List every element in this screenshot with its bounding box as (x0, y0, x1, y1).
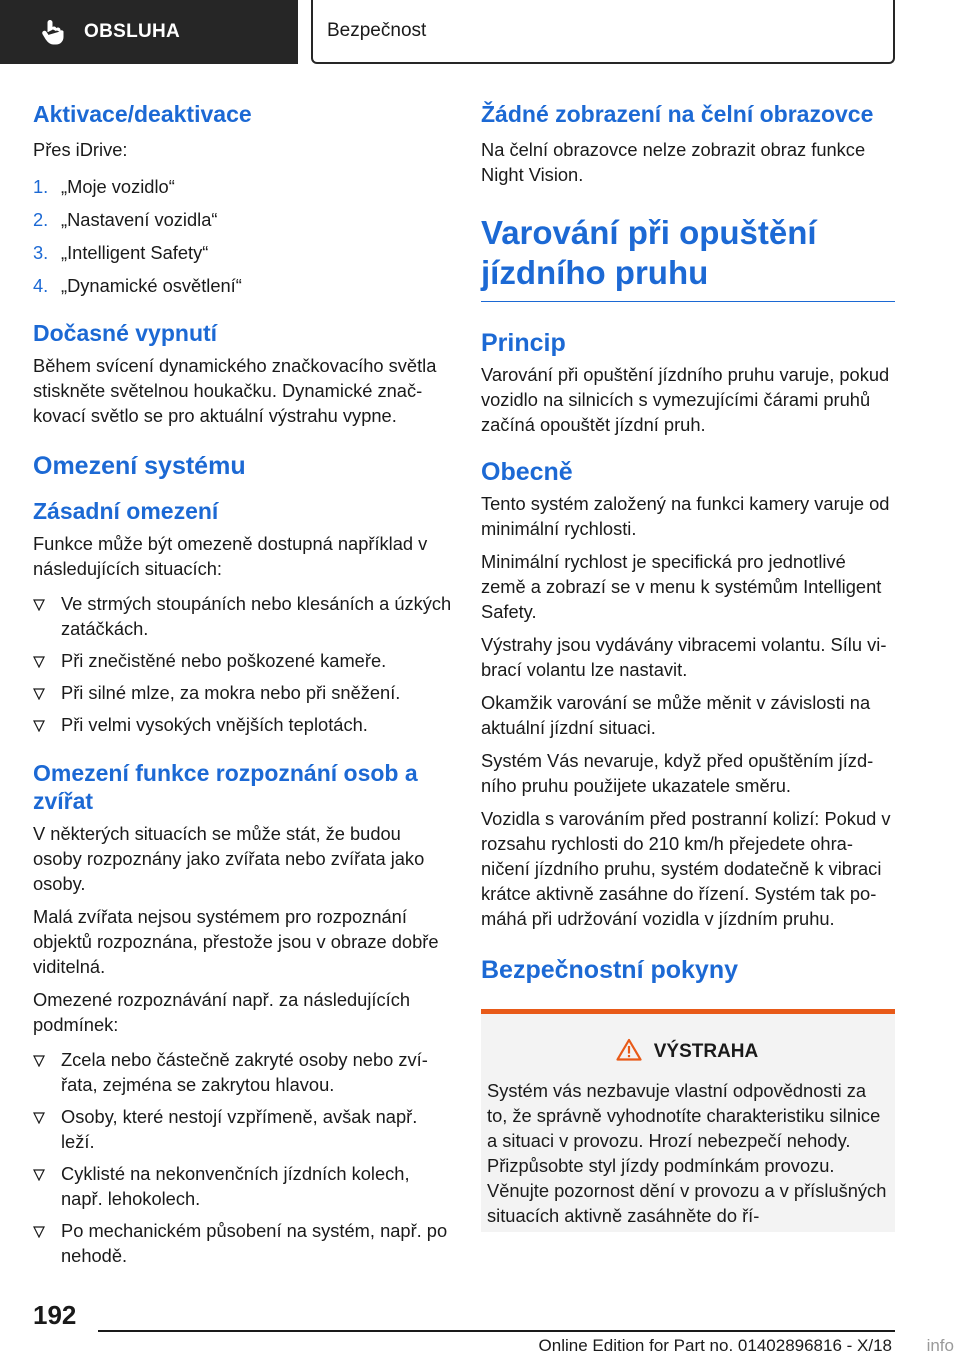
general-p1: Tento systém založený na funkci kamery varuje od minimální rychlosti. (481, 493, 890, 539)
right-column (481, 100, 895, 1232)
section-label: OBSLUHA (84, 21, 181, 42)
list-item: Při velmi vysokých vnějších teplotách. (33, 712, 453, 737)
warning-box (481, 1009, 895, 1232)
page-footer (0, 1290, 960, 1362)
no-display-text: Na čelní obrazovce nelze zobrazit obraz funkce Night Vision. (481, 139, 866, 185)
list-item: Při silné mlze, za mokra nebo při sněžení. (33, 680, 453, 705)
heading-basic-limits: Zásadní omezení (33, 498, 219, 524)
basic-limits-text: Funkce může být omezeně dostupná například v následujících situacích: (33, 533, 428, 579)
list-item: Ve strmých stoupáních nebo klesáních a úzkých zatáčkách. (33, 591, 453, 641)
chapter-box (311, 0, 895, 64)
list-item: 3. „Intelligent Safety“ (33, 242, 209, 263)
hand-pointer-icon (40, 19, 66, 45)
list-item: Zcela nebo částečně zakryté osoby nebo zvířata, zejména se zakrytou hlavou. (33, 1047, 453, 1097)
heading-temp-off: Dočasné vypnutí (33, 320, 218, 346)
general-p5: Systém Vás nevaruje, když před opuštěním jízdního pruhu použijete ukazatele směru. (481, 750, 874, 796)
list-item: Po mechanickém působení na systém, např. po nehodě. (33, 1218, 453, 1268)
left-column (33, 100, 453, 1275)
basic-limits-list (33, 591, 453, 737)
warning-title: VÝSTRAHA (653, 1041, 759, 1062)
via-idrive-text: Přes iDrive: (33, 139, 128, 160)
general-p4: Okamžik varování se může měnit v závislosti na aktuální jízdní situaci. (481, 692, 871, 738)
temp-off-text: Během svícení dynamického značkovacího světla stiskněte světelnou houkačku. Dynamické značkovací světlo se pro aktuální výstrahu vypne. (33, 355, 437, 426)
watermark-text: info (926, 1336, 954, 1355)
triangle-bullet-icon (33, 648, 61, 673)
heading-safety: Bezpečnostní pokyny (481, 956, 738, 984)
list-item: 2. „Nastavení vozidla“ (33, 209, 218, 230)
triangle-bullet-icon (33, 1047, 61, 1097)
triangle-bullet-icon (33, 680, 61, 705)
list-item: Osoby, které nestojí vzpřímeně, avšak např. leží. (33, 1104, 453, 1154)
heading-principle: Princip (481, 329, 566, 357)
warning-triangle-icon (616, 1038, 642, 1066)
recognition-text-3: Omezené rozpoznávání např. za následujících podmínek: (33, 989, 411, 1035)
triangle-bullet-icon (33, 1104, 61, 1154)
recognition-list (33, 1047, 453, 1268)
heading-recognition-limits: Omezení funkce rozpoznání osob a zvířat (33, 760, 418, 814)
edition-text: Online Edition for Part no. 01402896816 - X/18 (538, 1336, 892, 1355)
list-item: 4. „Dynamické osvětlení“ (33, 275, 242, 296)
warning-title-row (487, 1038, 887, 1066)
triangle-bullet-icon (33, 591, 61, 641)
principle-text: Varování při opuštění jízdního pruhu varuje, pokud vozidlo na silnicích s vymezujícími čárami pruhů začíná opouštět jízdní pruh. (481, 364, 890, 435)
heading-general: Obecně (481, 458, 573, 486)
general-p2: Minimální rychlost je specifická pro jednotlivé země a zobrazí se v menu k systémům Intelligent Safety. (481, 551, 882, 622)
triangle-bullet-icon (33, 1218, 61, 1268)
list-item: 1. „Moje vozidlo“ (33, 176, 175, 197)
recognition-text-2: Malá zvířata nejsou systémem pro rozpoznání objektů rozpoznána, přestože jsou v obraze dobře viditelná. (33, 906, 439, 977)
page-number: 192 (33, 1300, 77, 1330)
list-item: Cyklisté na nekonvenčních jízdních kolech, např. lehokolech. (33, 1161, 453, 1211)
general-p3: Výstrahy jsou vydávány vibracemi volantu. Sílu vibrací volantu lze nastavit. (481, 634, 887, 680)
section-tab (0, 0, 298, 64)
heading-no-display: Žádné zobrazení na čelní obrazovce (481, 101, 874, 127)
list-item: Při znečistěné nebo poškozené kameře. (33, 648, 453, 673)
heading-lane-warning: Varování při opuštění jízdního pruhu (481, 213, 895, 302)
recognition-text-1: V některých situacích se může stát, že budou osoby rozpoznány jako zvířata nebo zvířata jako osoby. (33, 823, 425, 894)
triangle-bullet-icon (33, 1161, 61, 1211)
heading-activation: Aktivace/deaktivace (33, 101, 252, 127)
footer-rule (98, 1330, 895, 1332)
warning-text: Systém vás nezbavuje vlastní odpovědnosti za to, že správně vyhodnotíte charakteristiku silnice a situaci v provozu. Hrozí nebezpečí nehody. Přizpůsobte styl jízdy podmínkám provozu. Věnujte pozornost dění v provozu a v příslušných situacích aktivně zasáhněte do ří- (487, 1080, 887, 1226)
idrive-steps-list (33, 174, 453, 298)
triangle-bullet-icon (33, 712, 61, 737)
heading-system-limits: Omezení systému (33, 452, 246, 480)
chapter-label: Bezpečnost (327, 20, 427, 41)
general-p6: Vozidla s varováním před postranní kolizí: Pokud v rozsahu rychlosti do 210 km/h přejedete ohraničení jízdního pruhu, systém dodatečně k vibraci krátce aktivně zasáhne do řízení. Systém tak pomáhá při udržování vozidla v jízdním pruhu. (481, 808, 891, 929)
